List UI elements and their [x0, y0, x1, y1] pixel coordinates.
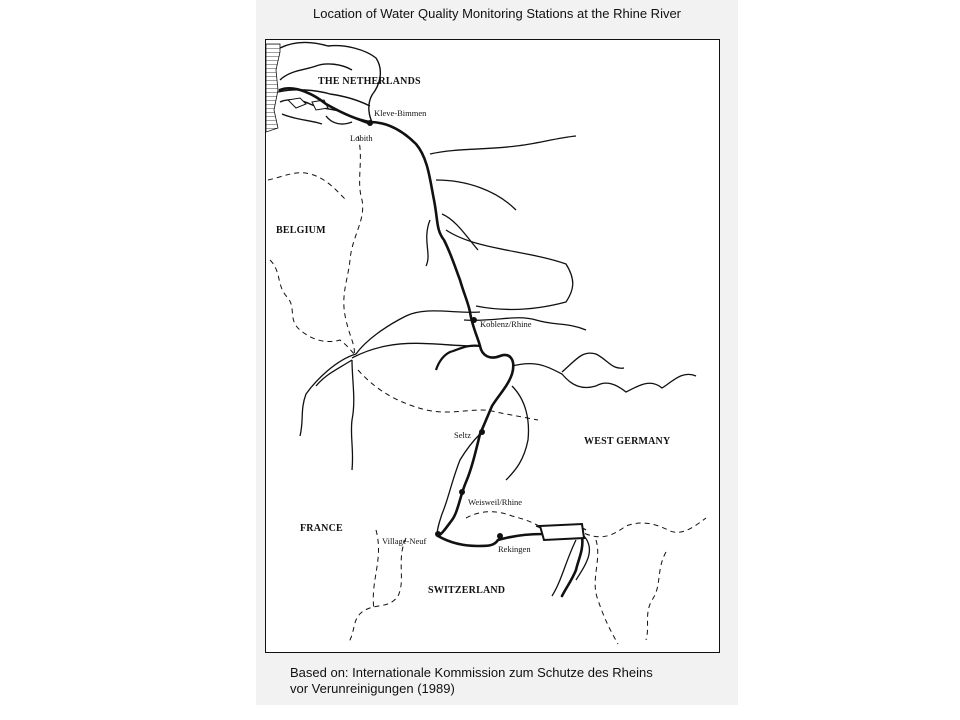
station-dot-seltz	[479, 429, 485, 435]
rhine-river	[280, 88, 582, 596]
map-title: Location of Water Quality Monitoring Stations at the Rhine River	[312, 6, 682, 21]
source-line-1: Based on: Internationale Kommission zum Schutze des Rheins	[290, 665, 653, 680]
rhine-west-channel	[437, 434, 480, 536]
station-dot-kleve	[367, 120, 373, 126]
label-koblenz: Koblenz/Rhine	[480, 319, 532, 329]
label-weisweil: Weisweil/Rhine	[468, 497, 523, 507]
koblenz-branch	[436, 346, 480, 370]
station-markers	[367, 120, 503, 539]
station-dot-koblenz	[471, 317, 477, 323]
label-netherlands: THE NETHERLANDS	[318, 76, 421, 87]
label-kleve-bimmen: Kleve-Bimmen	[374, 108, 427, 118]
label-village-neuf: Village-Neuf	[382, 536, 427, 546]
label-lobith: Lobith	[350, 133, 373, 143]
north-sea	[266, 44, 280, 132]
label-belgium: BELGIUM	[276, 225, 326, 236]
label-seltz: Seltz	[454, 430, 471, 440]
source-citation	[290, 665, 653, 697]
label-rekingen: Rekingen	[498, 544, 531, 554]
label-switzerland: SWITZERLAND	[428, 585, 506, 596]
station-dot-weisweil	[459, 489, 465, 495]
source-line-2: vor Verunreinigungen (1989)	[290, 681, 455, 696]
lake-constance	[540, 524, 584, 540]
tributaries	[300, 136, 696, 596]
rhine-map	[266, 40, 721, 654]
national-borders	[268, 136, 706, 644]
label-france: FRANCE	[300, 523, 343, 534]
station-dot-village-neuf	[435, 531, 441, 537]
station-dot-rekingen	[497, 533, 503, 539]
map-frame	[265, 39, 720, 653]
label-west-germany: WEST GERMANY	[584, 436, 671, 447]
